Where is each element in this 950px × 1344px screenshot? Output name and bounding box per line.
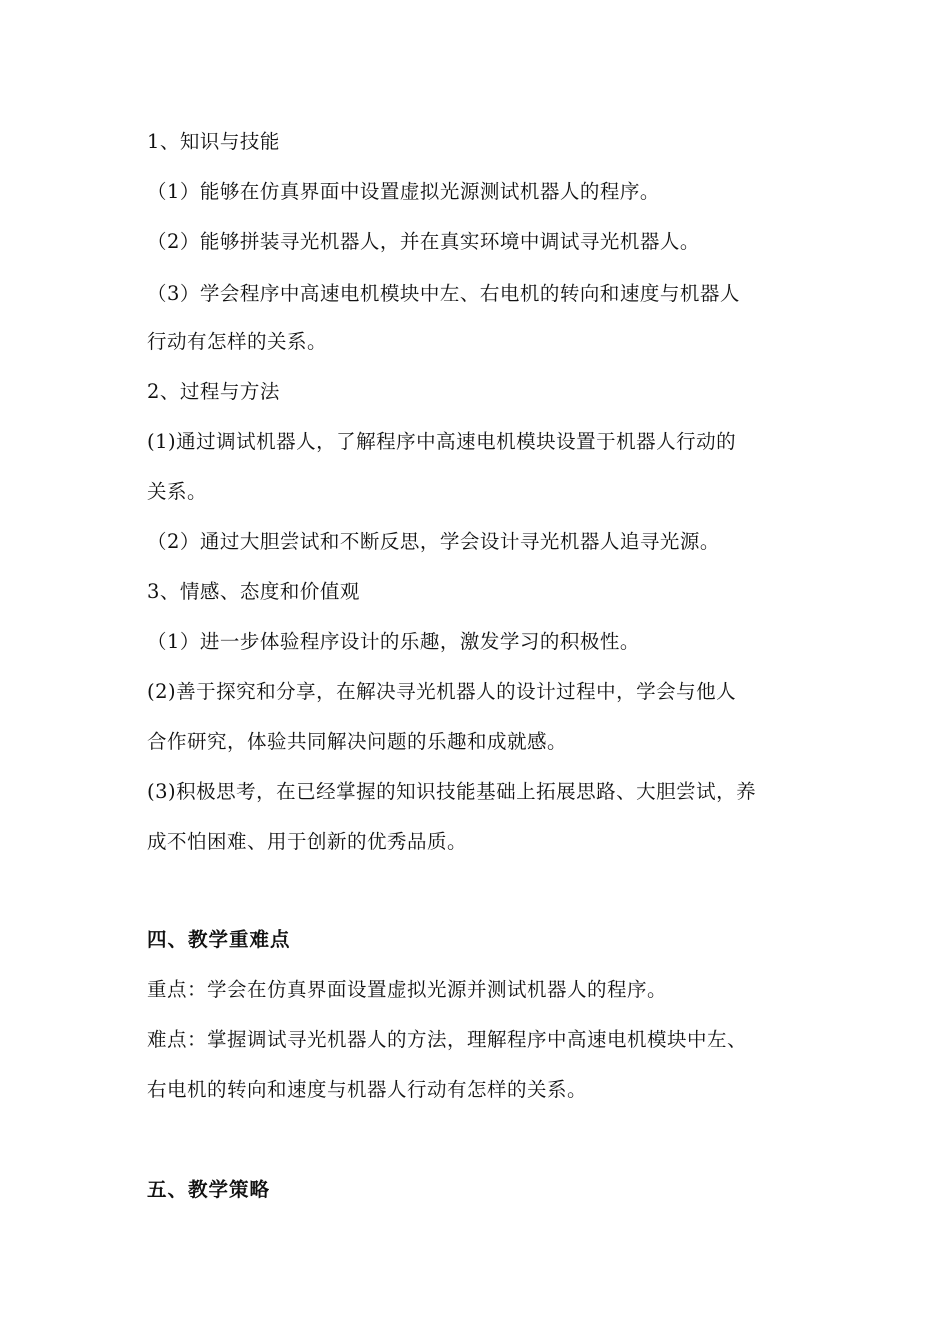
objective-item-continued: 关系。 (147, 480, 208, 503)
key-point-text: 重点：学会在仿真界面设置虚拟光源并测试机器人的程序。 (147, 978, 668, 1001)
objective-item: (1)通过调试机器人，了解程序中高速电机模块设置于机器人行动的 (147, 430, 737, 453)
objective-item: （2）通过大胆尝试和不断反思，学会设计寻光机器人追寻光源。 (147, 530, 720, 553)
section-title-key-difficult-points: 四、教学重难点 (147, 928, 291, 951)
difficulty-text-continued: 右电机的转向和速度与机器人行动有怎样的关系。 (147, 1078, 588, 1101)
objective-item: （2）能够拼装寻光机器人，并在真实环境中调试寻光机器人。 (147, 230, 700, 253)
objective-item: (3)积极思考，在已经掌握的知识技能基础上拓展思路、大胆尝试，养 (147, 780, 757, 803)
objective-item-continued: 合作研究，体验共同解决问题的乐趣和成就感。 (147, 730, 568, 753)
objective-heading-process: 2、过程与方法 (147, 380, 280, 403)
objective-item-continued: 成不怕困难、用于创新的优秀品质。 (147, 830, 468, 853)
objective-heading-attitude: 3、情感、态度和价值观 (147, 580, 360, 603)
objective-item: （1）能够在仿真界面中设置虚拟光源测试机器人的程序。 (147, 180, 660, 203)
objective-item: （1）进一步体验程序设计的乐趣，激发学习的积极性。 (147, 630, 640, 653)
objective-item: (2)善于探究和分享，在解决寻光机器人的设计过程中，学会与他人 (147, 680, 737, 703)
objective-item-continued: 行动有怎样的关系。 (147, 330, 328, 353)
objective-heading-knowledge: 1、知识与技能 (147, 130, 280, 153)
difficulty-text: 难点：掌握调试寻光机器人的方法，理解程序中高速电机模块中左、 (147, 1028, 748, 1051)
section-title-teaching-strategy: 五、教学策略 (147, 1178, 271, 1201)
objective-item: （3）学会程序中高速电机模块中左、右电机的转向和速度与机器人 (147, 282, 740, 305)
